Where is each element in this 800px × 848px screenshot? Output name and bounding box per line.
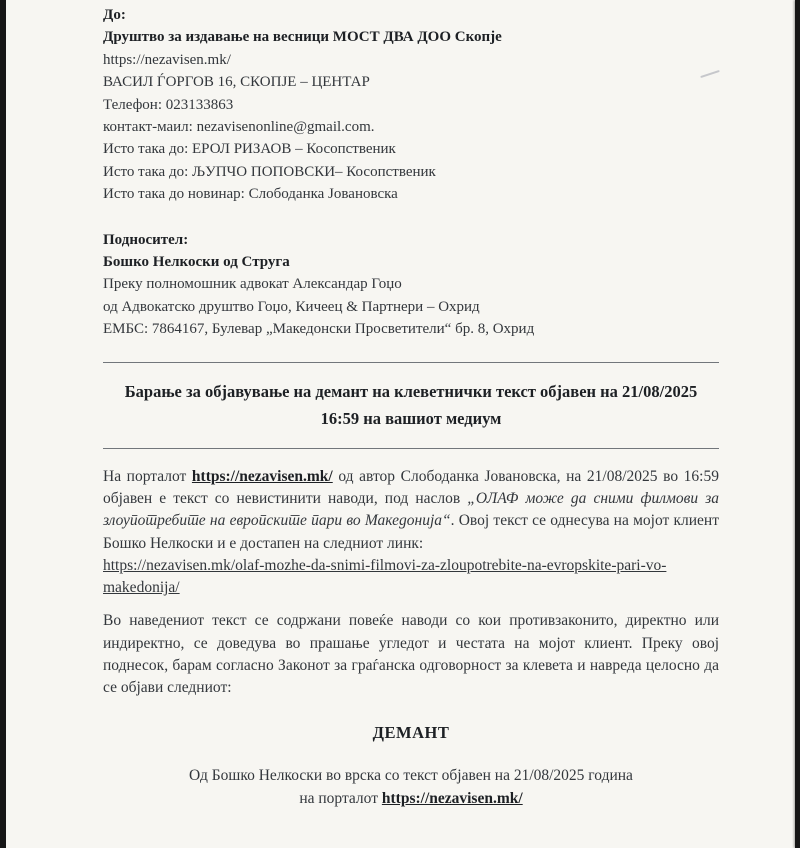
submitter-name: Бошко Нелкоски од Струга — [103, 254, 290, 271]
submitter-registration: ЕМБС: 7864167, Булевар „Македонски Просветители“ бр. 8, Охрид — [103, 321, 535, 338]
paragraph-1-text-end: . Овој текст се однесува на мојот клиент Бошко Нелкоски и е достапен на следниот линк: — [103, 512, 719, 552]
body-paragraph-2: Во наведениот текст се содржани повеќе наводи со кои противзаконито, директно или индиректно, се доведува во прашање угледот и честата на мојот клиент. Преку овој поднесок, барам согласно Законот за граѓанска одговорност за клевета и навреда целосно да се објави следниот: — [103, 612, 719, 697]
paragraph-1-text-start: На порталот — [103, 467, 192, 485]
submitter-representative: Преку полномошник адвокат Александар Гоџо — [103, 276, 402, 293]
subject-box — [103, 362, 719, 449]
demant-heading: ДЕМАНТ — [372, 722, 450, 742]
recipient-email: контакт-маил: nezavisenonline@gmail.com. — [103, 119, 375, 136]
portal-link[interactable]: https://nezavisen.mk/ — [191, 467, 333, 485]
recipient-company: Друштво за издавање на весници МОСТ ДВА ДОО Скопје — [103, 29, 502, 46]
document-content — [103, 4, 719, 811]
recipient-also-coowner-1: Исто така до: ЕРОЛ РИЗАОВ – Косопственик — [103, 141, 396, 158]
recipient-also-coowner-2: Исто така до: ЉУПЧО ПОПОВСКИ– Косопственик — [103, 163, 436, 180]
recipient-website: https://nezavisen.mk/ — [103, 51, 231, 68]
recipient-phone: Телефон: 023133863 — [103, 96, 234, 113]
paragraph-1-text-middle: од автор Слободанка Јовановска, на 21/08/2025 во 16:59 објавен е текст со невистинити наводи, под наслов — [103, 467, 719, 507]
recipient-also-journalist: Исто така до новинар: Слободанка Јовановска — [103, 186, 398, 203]
submitter-label: Подносител: — [103, 231, 189, 248]
closing-portal-link[interactable]: https://nezavisen.mk/ — [381, 790, 523, 808]
body-paragraph-1 — [103, 466, 719, 600]
recipient-label: До: — [103, 7, 126, 23]
submitter-block — [103, 229, 719, 341]
scan-edge-right — [795, 0, 800, 848]
scan-edge-left — [0, 0, 6, 848]
closing-line-2 — [103, 787, 719, 811]
article-title-quote: „ОЛАФ може да сними филмови за злоупотребите на европските пари во Македонија“ — [103, 489, 719, 530]
submitter-law-firm: од Адвокатско друштво Гоџо, Кичеец & Партнери – Охрид — [103, 298, 480, 315]
recipient-block — [103, 4, 719, 206]
closing-line-1: Од Бошко Нелкоски во врска со текст објавен на 21/08/2025 година — [189, 766, 633, 784]
closing-block — [103, 764, 719, 811]
subject-title: Барање за објавување на демант на клеветнички текст објавен на 21/08/2025 16:59 на вашиот медиум — [124, 381, 698, 428]
closing-line-2-prefix: на порталот — [299, 790, 382, 808]
recipient-address: ВАСИЛ ЃОРГОВ 16, СКОПЈЕ – ЦЕНТАР — [103, 74, 370, 91]
article-link[interactable]: https://nezavisen.mk/olaf-mozhe-da-snimi-filmovi-za-zloupotrebite-na-evropskite-pari-vo-makedonija/ — [103, 556, 667, 597]
